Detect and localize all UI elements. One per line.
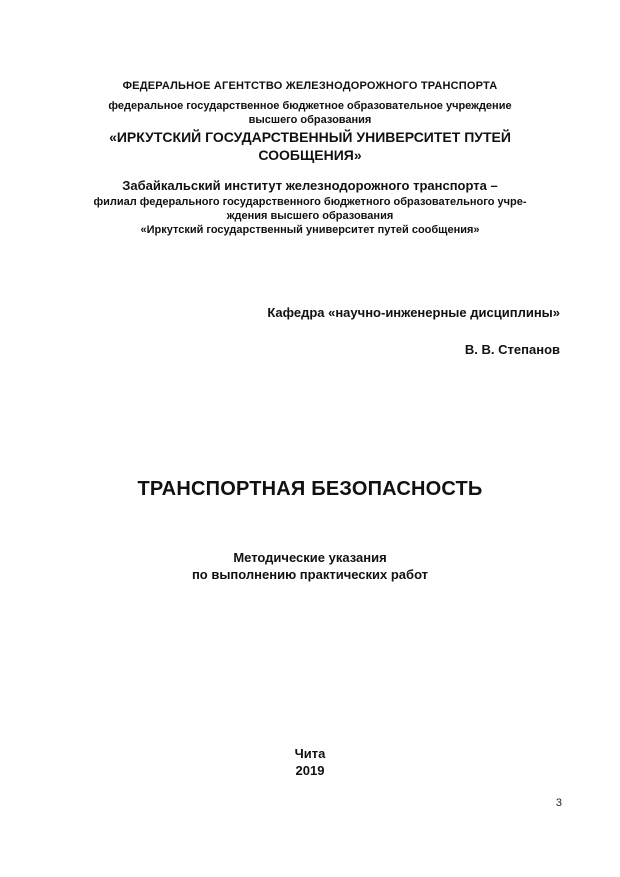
branch-name: Забайкальский институт железнодорожного транспорта – <box>122 178 498 193</box>
subtitle-line-2: по выполнению практических работ <box>191 567 429 582</box>
branch-description-line-3: «Иркутский государственный университет путей сообщения» <box>140 224 480 236</box>
department-name: Кафедра «научно-инженерные дисциплины» <box>267 305 560 320</box>
agency-name: ФЕДЕРАЛЬНОЕ АГЕНТСТВО ЖЕЛЕЗНОДОРОЖНОГО ТРАНСПОРТА <box>122 80 498 92</box>
branch-description-line-2: ждения высшего образования <box>226 210 394 222</box>
institution-type <box>0 99 620 127</box>
university-name-line-2: СООБЩЕНИЯ» <box>258 147 362 163</box>
page-number: 3 <box>555 797 562 809</box>
publication-info <box>0 745 620 779</box>
publication-year: 2019 <box>295 763 325 778</box>
institution-type-line-1: федеральное государственное бюджетное образовательное учреждение <box>108 100 512 112</box>
publication-city: Чита <box>294 746 326 761</box>
university-name-line-1: «ИРКУТСКИЙ ГОСУДАРСТВЕННЫЙ УНИВЕРСИТЕТ ПУТЕЙ <box>109 129 511 145</box>
university-name <box>0 128 620 164</box>
document-subtitle <box>0 549 620 583</box>
author-name: В. В. Степанов <box>464 342 560 357</box>
branch-description-line-1: филиал федерального государственного бюджетного образовательного учре- <box>93 196 527 208</box>
subtitle-line-1: Методические указания <box>233 550 387 565</box>
branch-description <box>0 195 620 237</box>
institution-type-line-2: высшего образования <box>248 114 372 126</box>
document-title: ТРАНСПОРТНАЯ БЕЗОПАСНОСТЬ <box>137 478 483 500</box>
